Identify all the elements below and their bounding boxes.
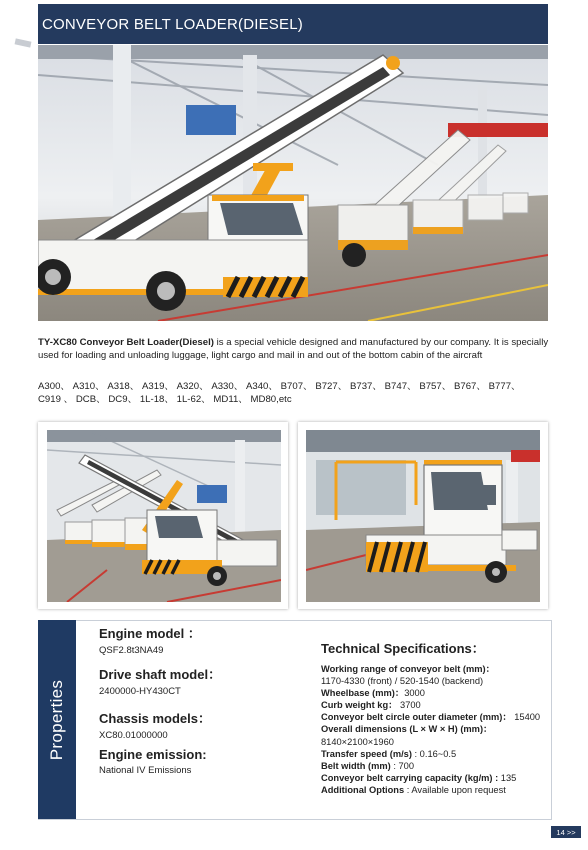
- decorative-corner-mark: [15, 38, 32, 47]
- chassis-block: [99, 708, 211, 741]
- emission-value: National IV Emissions: [99, 765, 192, 776]
- spec-item: [321, 736, 549, 748]
- spec-label: Conveyor belt circle outer diameter (mm)：: [321, 712, 512, 723]
- aircraft-line-2: C919 、 DCB、 DC9、 1L-18、 1L-62、 MD11、 MD80,etc: [38, 394, 292, 405]
- spec-value: 135: [498, 772, 517, 783]
- spec-item: [321, 687, 549, 699]
- spec-label: Working range of conveyor belt (mm)：: [321, 664, 495, 674]
- spec-item: [321, 772, 549, 784]
- drive-shaft-block: [99, 664, 221, 697]
- spec-value: 1170-4330 (front) / 520-1540 (backend): [321, 676, 484, 687]
- spec-label: Wheelbase (mm)：: [321, 688, 405, 699]
- spec-value: 3700: [397, 700, 421, 711]
- spec-label: Transfer speed (m/s): [321, 748, 412, 759]
- intro-description: is a special vehicle designed and manufactured by our company. It is specially used for loading and unloading luggage, light cargo and mail in and out of the bottom cabin of the aircraft: [38, 337, 549, 361]
- spec-value: 15400: [511, 712, 541, 723]
- spec-value: : 700: [390, 760, 414, 771]
- spec-label: Overall dimensions (L × W × H) (mm)：: [321, 724, 493, 735]
- engine-model-label: Engine model ：: [99, 626, 201, 641]
- spec-label: Additional Options: [321, 784, 405, 795]
- spec-value: : 0.16~0.5: [411, 748, 457, 759]
- spec-item: [321, 711, 549, 723]
- engine-model-value: QSF2.8t3NA49: [99, 645, 164, 656]
- intro-model-name: TY-XC80 Conveyor Belt Loader(Diesel): [38, 337, 214, 348]
- spec-label: Curb weight kg：: [321, 700, 398, 711]
- drive-shaft-value: 2400000-HY430CT: [99, 686, 181, 697]
- emission-label: Engine emission:: [99, 747, 207, 762]
- spec-item: [321, 675, 549, 687]
- spec-item: [321, 748, 549, 760]
- emission-block: [99, 747, 207, 776]
- hero-photo-conveyor-loaders: [38, 45, 548, 321]
- photo-loader-cab: [306, 430, 540, 602]
- spec-value: 8140×2100×1960: [321, 736, 394, 747]
- intro-paragraph: [38, 336, 550, 362]
- properties-tab-label: Properties: [47, 679, 67, 760]
- aircraft-line-1: A300、 A310、 A318、 A319、 A320、 A330、 A340、 B707、 B727、 B737、 B747、 B757、 B767、 B777、: [38, 381, 521, 392]
- chassis-value: XC80.01000000: [99, 730, 168, 741]
- spec-label: Belt width (mm): [321, 760, 391, 771]
- spec-item: [321, 784, 549, 796]
- technical-specifications: [321, 638, 549, 796]
- spec-list: [321, 663, 549, 796]
- spec-item: [321, 723, 549, 735]
- spec-item: [321, 663, 549, 675]
- page-number-badge: 14 >>: [551, 826, 581, 838]
- spec-title: Technical Specifications：: [321, 641, 485, 656]
- spec-label: Conveyor belt carrying capacity (kg/m) :: [321, 772, 499, 783]
- photo-loader-row: [47, 430, 281, 602]
- spec-item: [321, 699, 549, 711]
- properties-tab-label-wrap: [38, 620, 76, 819]
- page-title: CONVEYOR BELT LOADER(DIESEL): [42, 16, 303, 33]
- spec-item: [321, 760, 549, 772]
- chassis-label: Chassis models：: [99, 711, 211, 726]
- compatible-aircraft-list: [38, 380, 550, 406]
- spec-value: 3000: [404, 688, 425, 699]
- engine-model-block: [99, 623, 201, 656]
- spec-value: : Available upon request: [404, 784, 506, 795]
- drive-shaft-label: Drive shaft model：: [99, 667, 222, 682]
